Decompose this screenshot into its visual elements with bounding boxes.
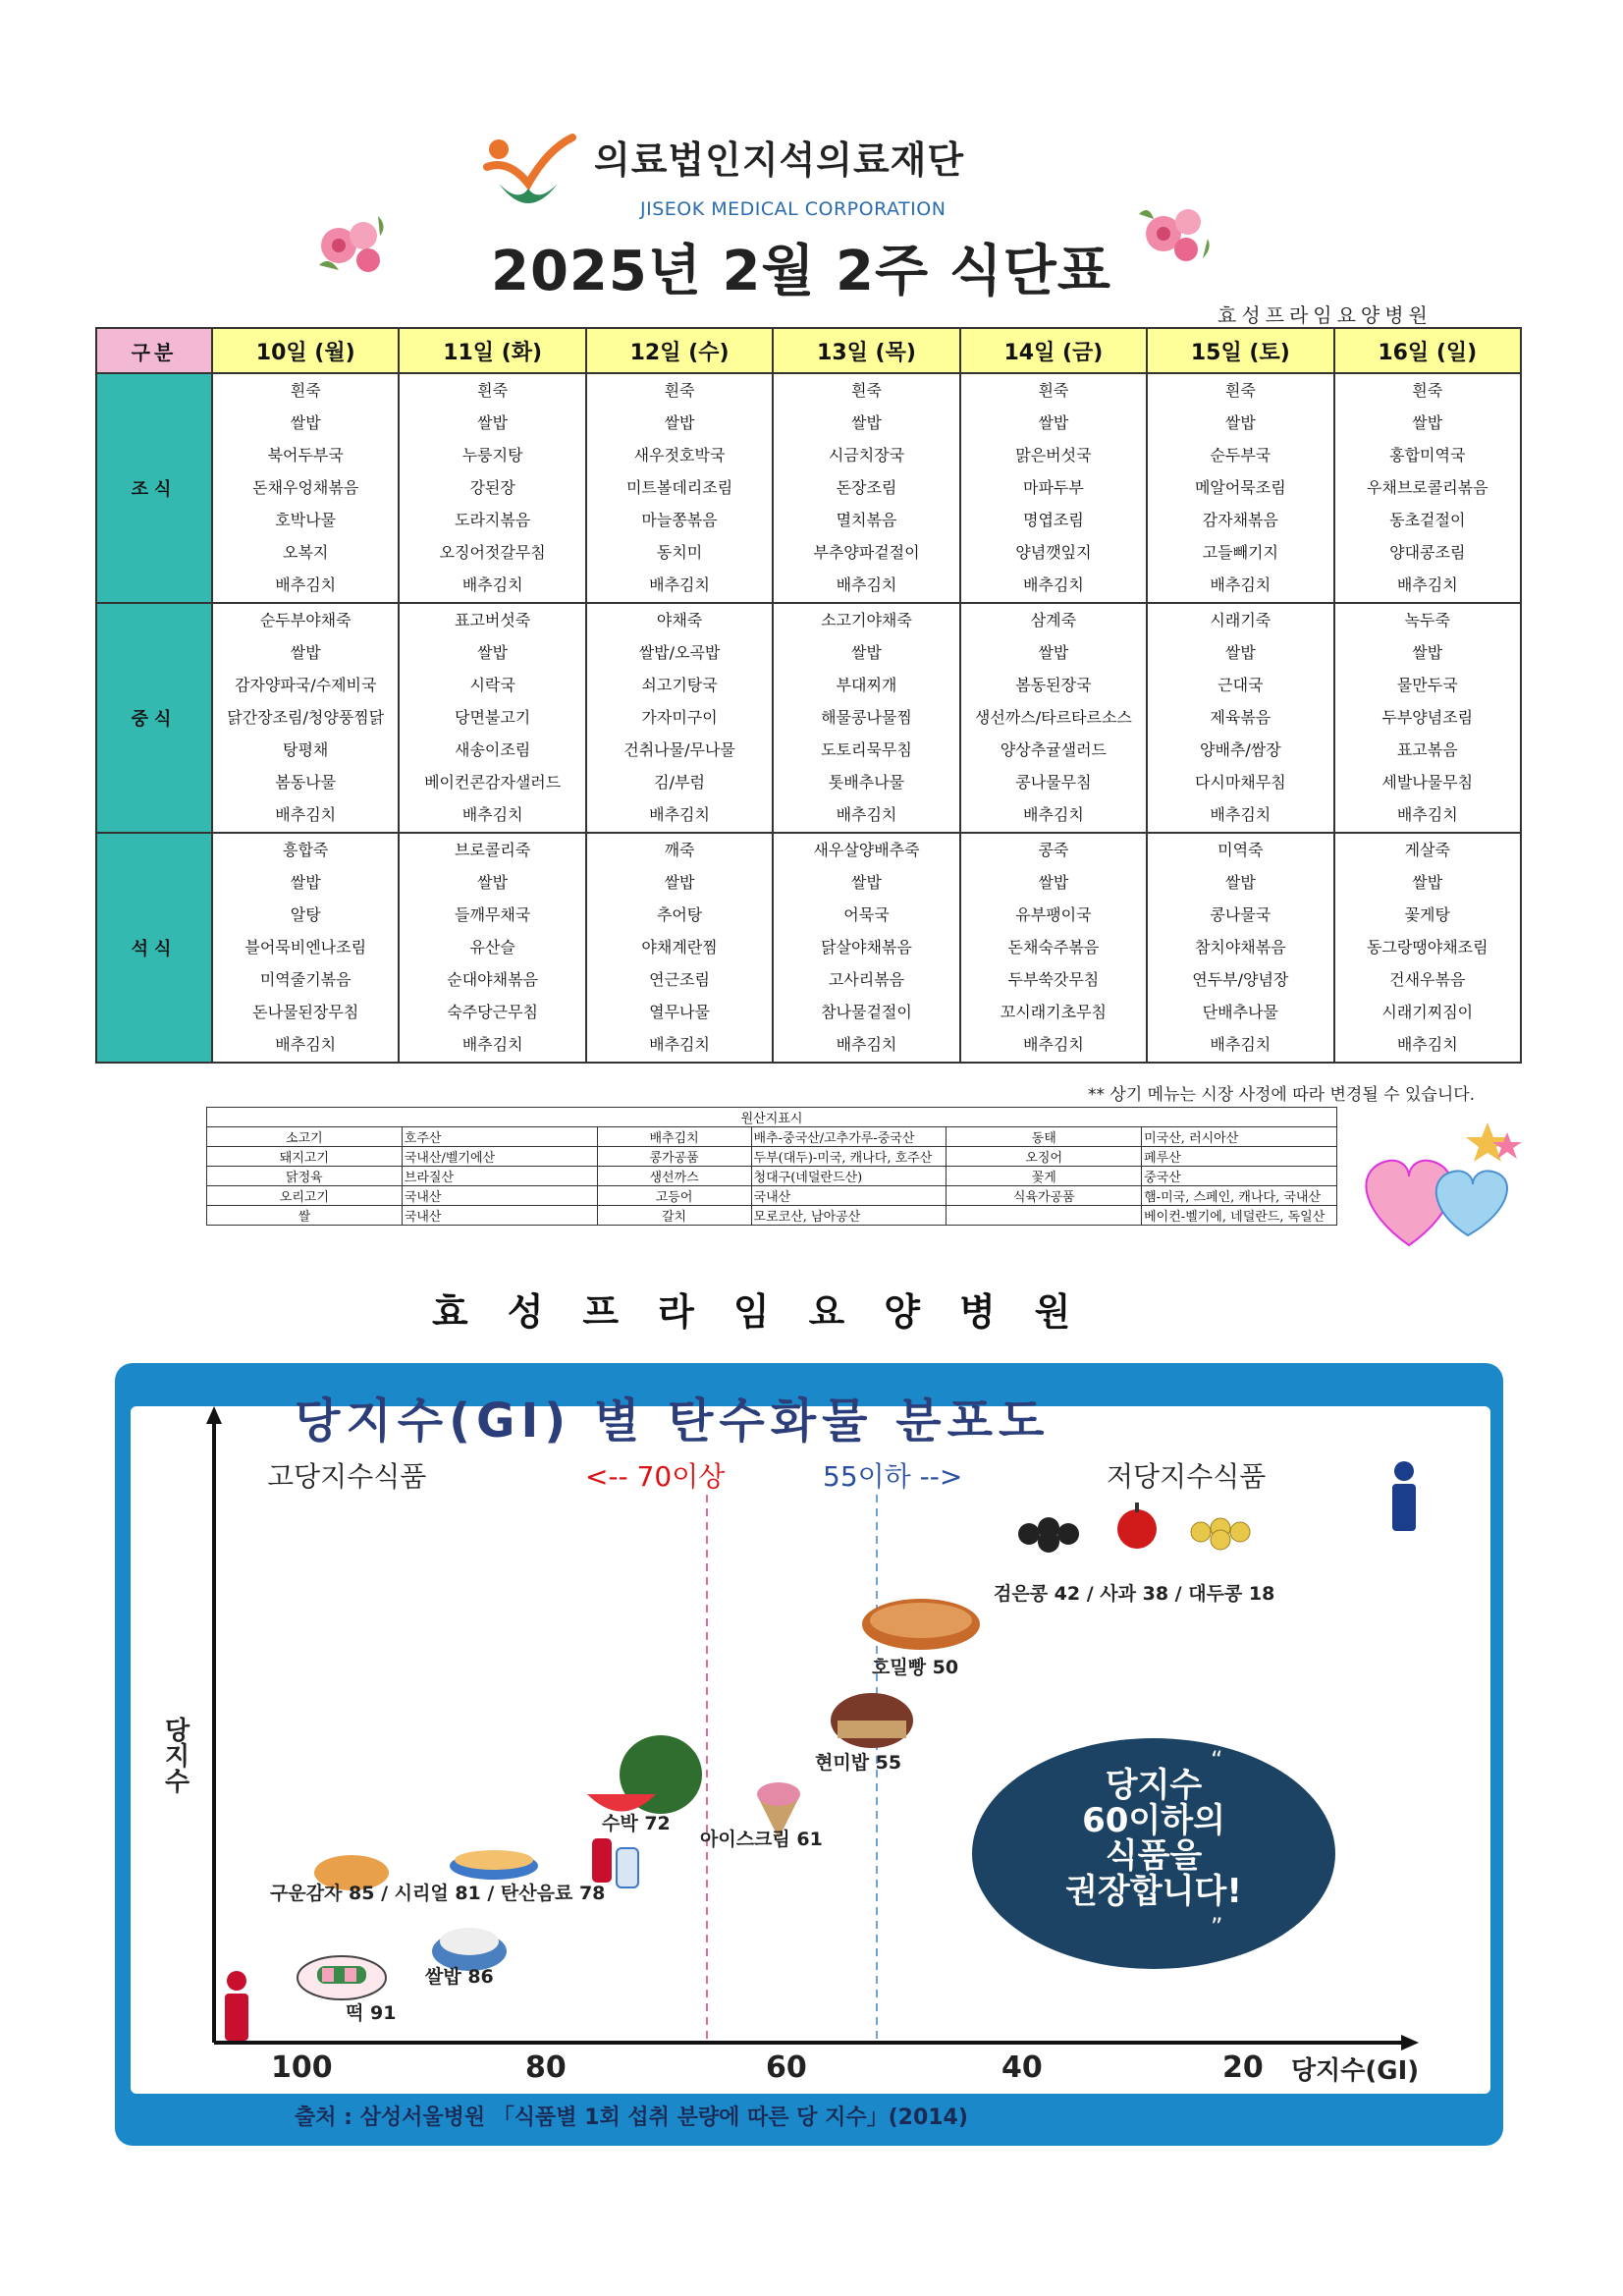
origin-item: 오징어 xyxy=(947,1147,1142,1167)
menu-item: 우채브로콜리볶음 xyxy=(1366,477,1488,497)
menu-item: 쌀밥 xyxy=(477,642,509,662)
menu-item: 닭간장조림/청양풍찜닭 xyxy=(227,707,385,727)
menu-item: 감자양파국/수제비국 xyxy=(234,675,377,694)
menu-cell xyxy=(212,603,399,833)
menu-item: 다시마채무침 xyxy=(1194,773,1286,793)
menu-item: 연두부/양념장 xyxy=(1192,970,1289,990)
origin-item: 쌀 xyxy=(207,1206,403,1226)
y-axis-label: 당지수 xyxy=(160,1717,189,1793)
menu-cell xyxy=(399,373,585,603)
meal-row xyxy=(96,373,1521,603)
food-label: 검은콩 42 / 사과 38 / 대두콩 18 xyxy=(994,1583,1275,1605)
origin-item: 오리고기 xyxy=(207,1186,403,1206)
menu-item: 어묵국 xyxy=(843,904,890,924)
menu-item: 콩나물국 xyxy=(1210,904,1271,924)
org-name-english: JISEOK MEDICAL CORPORATION xyxy=(640,198,947,220)
menu-cell xyxy=(1147,373,1333,603)
menu-header-row xyxy=(96,328,1521,373)
menu-item: 탕평채 xyxy=(283,740,329,760)
menu-item: 순대야채볶음 xyxy=(447,970,538,990)
origin-country: 페루산 xyxy=(1142,1147,1337,1167)
menu-cell xyxy=(399,833,585,1063)
menu-item: 부추양파겉절이 xyxy=(813,543,920,563)
menu-item: 멸치볶음 xyxy=(836,511,897,530)
menu-item: 게살죽 xyxy=(1404,840,1450,859)
day-header: 14일 (금) xyxy=(960,328,1147,373)
menu-cell xyxy=(1334,603,1521,833)
menu-item: 명엽조림 xyxy=(1022,511,1084,530)
menu-item: 배추김치 xyxy=(649,575,710,595)
menu-item: 양념깻잎지 xyxy=(1015,543,1092,563)
menu-item: 배추김치 xyxy=(649,1035,710,1055)
menu-item: 톳배추나물 xyxy=(828,773,905,793)
menu-item: 마늘쫑볶음 xyxy=(641,511,718,530)
callout-text xyxy=(1041,1768,1267,1909)
origin-country: 배추-중국산/고추가루-중국산 xyxy=(751,1127,947,1147)
menu-item: 해물콩나물찜 xyxy=(821,707,912,727)
menu-item: 쌀밥 xyxy=(1038,872,1069,892)
menu-item: 시래기찌짐이 xyxy=(1381,1003,1474,1022)
menu-item: 새송이조림 xyxy=(454,740,531,760)
menu-item: 건취나물/무나물 xyxy=(623,740,735,760)
menu-cell xyxy=(960,833,1147,1063)
menu-item: 삼계죽 xyxy=(1030,610,1077,629)
menu-item: 추어탕 xyxy=(656,904,703,924)
menu-item: 흰죽 xyxy=(1412,380,1443,400)
origin-country: 호주산 xyxy=(402,1127,597,1147)
menu-item: 콩죽 xyxy=(1038,840,1069,859)
menu-item: 브로콜리죽 xyxy=(454,840,531,859)
menu-item: 동그랑땡야채조림 xyxy=(1366,937,1488,957)
menu-corner-label: 구분 xyxy=(96,328,212,373)
menu-item: 흰죽 xyxy=(664,380,695,400)
menu-item: 돈나물된장무침 xyxy=(252,1003,359,1022)
origin-item: 갈치 xyxy=(597,1206,751,1226)
menu-item: 오징어젓갈무침 xyxy=(439,543,546,563)
menu-item: 돈채숙주볶음 xyxy=(1007,937,1100,957)
menu-item: 흰죽 xyxy=(290,380,321,400)
menu-item: 생선까스/타르타르소스 xyxy=(974,707,1132,727)
menu-item: 쌀밥 xyxy=(1412,872,1443,892)
menu-cell xyxy=(586,603,773,833)
org-name: 의료법인지석의료재단 xyxy=(594,138,965,182)
menu-item: 쌀밥 xyxy=(851,642,882,662)
x-tick-label: 60 xyxy=(766,2050,807,2085)
menu-item: 누룽지탕 xyxy=(461,445,523,465)
menu-item: 제육볶음 xyxy=(1210,707,1271,727)
menu-item: 배추김치 xyxy=(1210,805,1271,825)
menu-cell xyxy=(586,833,773,1063)
origin-row xyxy=(207,1147,1337,1167)
menu-item: 배추김치 xyxy=(649,805,710,825)
origin-country: 미국산, 러시아산 xyxy=(1142,1127,1337,1147)
high-gi-label: 고당지수식품 xyxy=(267,1460,427,1493)
menu-item: 흰죽 xyxy=(1038,380,1069,400)
menu-item: 배추김치 xyxy=(461,575,523,595)
menu-item: 동초겉절이 xyxy=(1389,511,1466,530)
menu-item: 순두부국 xyxy=(1210,445,1271,465)
menu-cell xyxy=(960,373,1147,603)
menu-item: 꼬시래기초무침 xyxy=(1000,1003,1107,1022)
origin-country: 국내산/벨기에산 xyxy=(402,1147,597,1167)
menu-item: 양배추/쌈장 xyxy=(1199,740,1281,760)
day-header: 16일 (일) xyxy=(1334,328,1521,373)
menu-cell xyxy=(1147,603,1333,833)
menu-item: 배추김치 xyxy=(275,805,337,825)
menu-cell xyxy=(1147,833,1333,1063)
origin-country: 국내산 xyxy=(402,1186,597,1206)
x-tick-label: 100 xyxy=(271,2050,333,2085)
origin-row xyxy=(207,1127,1337,1147)
origin-country: 국내산 xyxy=(751,1186,947,1206)
x-tick-label: 40 xyxy=(1001,2050,1043,2085)
origin-country: 브라질산 xyxy=(402,1167,597,1186)
origin-row xyxy=(207,1167,1337,1186)
menu-item: 배추김치 xyxy=(1210,1035,1271,1055)
x-tick-label: 80 xyxy=(525,2050,567,2085)
menu-item: 메알어묵조림 xyxy=(1194,477,1286,497)
menu-item: 가자미구이 xyxy=(641,707,718,727)
menu-item: 배추김치 xyxy=(461,805,523,825)
gi-poster-title: 당지수(GI) 별 탄수화물 분포도 xyxy=(295,1394,1051,1449)
gi-axes xyxy=(131,1406,1490,2094)
day-header: 11일 (화) xyxy=(399,328,585,373)
menu-item: 쌀밥 xyxy=(290,642,321,662)
meal-row xyxy=(96,833,1521,1063)
origin-item: 고등어 xyxy=(597,1186,751,1206)
menu-item: 새우젓호박국 xyxy=(633,445,726,465)
menu-item: 단배추나물 xyxy=(1202,1003,1278,1022)
food-label: 떡 91 xyxy=(346,2002,397,2024)
menu-item: 배추김치 xyxy=(1022,805,1084,825)
menu-item: 배추김치 xyxy=(1396,1035,1458,1055)
menu-item: 도라지볶음 xyxy=(454,511,531,530)
menu-item: 고들빼기지 xyxy=(1202,543,1278,563)
menu-item: 돈장조림 xyxy=(836,477,897,497)
menu-item: 쌀밥 xyxy=(290,872,321,892)
menu-cell xyxy=(773,833,959,1063)
menu-cell xyxy=(773,373,959,603)
menu-item: 미역죽 xyxy=(1217,840,1264,859)
menu-title: 2025년 2월 2주 식단표 xyxy=(491,240,1111,303)
menu-item: 부대찌개 xyxy=(836,675,897,694)
menu-item: 시래기죽 xyxy=(1210,610,1271,629)
origin-item: 꽃게 xyxy=(947,1167,1142,1186)
flower-decoration-icon xyxy=(309,196,398,285)
menu-item: 연근조림 xyxy=(649,970,710,990)
origin-country: 두부(대두)-미국, 캐나다, 호주산 xyxy=(751,1147,947,1167)
food-label: 구운감자 85 / 시리얼 81 / 탄산음료 78 xyxy=(270,1883,606,1904)
menu-item: 동치미 xyxy=(656,543,703,563)
origin-item: 식육가공품 xyxy=(947,1186,1142,1206)
menu-item: 쌀밥 xyxy=(1412,642,1443,662)
meal-label: 조식 xyxy=(96,373,212,603)
food-label: 현미밥 55 xyxy=(815,1752,902,1774)
menu-item: 소고기야채죽 xyxy=(821,610,912,629)
menu-change-note: ** 상기 메뉴는 시장 사정에 따라 변경될 수 있습니다. xyxy=(1088,1085,1476,1105)
menu-item: 배추김치 xyxy=(275,575,337,595)
origin-table xyxy=(206,1107,1337,1226)
menu-item: 물만두국 xyxy=(1396,675,1458,694)
quote-open-icon: “ xyxy=(1211,1746,1223,1774)
menu-item: 새우살양배추죽 xyxy=(813,840,920,859)
low-gi-label: 저당지수식품 xyxy=(1107,1460,1267,1493)
menu-item: 봄동된장국 xyxy=(1015,675,1092,694)
menu-item: 쌀밥 xyxy=(1038,642,1069,662)
menu-item: 야채계란찜 xyxy=(641,937,718,957)
menu-item: 맑은버섯국 xyxy=(1015,445,1092,465)
quote-close-icon: ” xyxy=(1211,1913,1223,1941)
food-label: 호밀빵 50 xyxy=(872,1657,959,1678)
gi-source-citation: 출처 : 삼성서울병원 「식품별 1회 섭취 분량에 따른 당 지수」(2014) xyxy=(295,2105,968,2130)
day-header: 12일 (수) xyxy=(586,328,773,373)
menu-item: 흰죽 xyxy=(477,380,509,400)
high-gi-range: <-- 70이상 xyxy=(585,1460,726,1493)
x-tick-label: 20 xyxy=(1222,2050,1264,2085)
menu-item: 블어묵비엔나조림 xyxy=(244,937,367,957)
menu-item: 베이컨콘감자샐러드 xyxy=(424,773,562,793)
menu-item: 배추김치 xyxy=(1022,1035,1084,1055)
origin-item: 돼지고기 xyxy=(207,1147,403,1167)
menu-item: 녹두죽 xyxy=(1404,610,1450,629)
menu-item: 배추김치 xyxy=(836,805,897,825)
origin-country: 모로코산, 남아공산 xyxy=(751,1206,947,1226)
day-header: 13일 (목) xyxy=(773,328,959,373)
menu-item: 표고버섯죽 xyxy=(454,610,531,629)
origin-item: 배추김치 xyxy=(597,1127,751,1147)
menu-item: 시금치장국 xyxy=(828,445,905,465)
flower-decoration-icon xyxy=(1129,185,1217,273)
menu-item: 두부쑥갓무침 xyxy=(1007,970,1100,990)
menu-item: 두부양념조림 xyxy=(1381,707,1474,727)
day-header: 15일 (토) xyxy=(1147,328,1333,373)
menu-item: 강된장 xyxy=(469,477,515,497)
menu-item: 배추김치 xyxy=(836,1035,897,1055)
origin-row xyxy=(207,1206,1337,1226)
menu-item: 쌀밥/오곡밥 xyxy=(638,642,721,662)
menu-item: 유부팽이국 xyxy=(1015,904,1092,924)
hospital-name-large: 효성프라임요양병원 xyxy=(432,1290,1110,1334)
menu-item: 호박나물 xyxy=(275,511,337,530)
menu-item: 배추김치 xyxy=(1396,805,1458,825)
menu-item: 쌀밥 xyxy=(851,872,882,892)
menu-item: 야채죽 xyxy=(656,610,703,629)
menu-item: 배추김치 xyxy=(275,1035,337,1055)
menu-cell xyxy=(1334,373,1521,603)
origin-country: 국내산 xyxy=(402,1206,597,1226)
menu-item: 김/부럼 xyxy=(654,773,705,793)
menu-item: 쌀밥 xyxy=(664,412,695,432)
origin-country: 중국산 xyxy=(1142,1167,1337,1186)
menu-item: 닭살야채볶음 xyxy=(821,937,912,957)
callout-line: 60이하의 xyxy=(1082,1801,1225,1840)
callout-line: 당지수 xyxy=(1105,1766,1203,1805)
menu-item: 쌀밥 xyxy=(477,412,509,432)
menu-item: 돈채우엉채볶음 xyxy=(252,477,359,497)
menu-item: 마파두부 xyxy=(1022,477,1084,497)
menu-cell xyxy=(773,603,959,833)
menu-item: 쇠고기탕국 xyxy=(641,675,718,694)
menu-cell xyxy=(212,373,399,603)
callout-line: 식품을 xyxy=(1105,1836,1203,1876)
menu-item: 흰죽 xyxy=(1224,380,1256,400)
callout-line: 권장합니다! xyxy=(1065,1872,1242,1911)
hospital-name-small: 효성프라임요양병원 xyxy=(1217,303,1433,327)
origin-item: 닭정육 xyxy=(207,1167,403,1186)
weekly-menu-table xyxy=(95,327,1522,1064)
menu-item: 알탕 xyxy=(290,904,321,924)
origin-item: 콩가공품 xyxy=(597,1147,751,1167)
menu-item: 배추김치 xyxy=(1396,575,1458,595)
menu-item: 양상추귤샐러드 xyxy=(1000,740,1107,760)
menu-item: 미트볼데리조림 xyxy=(625,477,733,497)
menu-item: 배추김치 xyxy=(1210,575,1271,595)
menu-item: 쌀밥 xyxy=(290,412,321,432)
menu-item: 참나물겉절이 xyxy=(821,1003,912,1022)
meal-row xyxy=(96,603,1521,833)
menu-item: 세발나물무침 xyxy=(1381,773,1474,793)
menu-item: 양대콩조림 xyxy=(1389,543,1466,563)
food-label: 쌀밥 86 xyxy=(425,1966,494,1988)
origin-country: 베이컨-벨기에, 네덜란드, 독일산 xyxy=(1142,1206,1337,1226)
food-label: 수박 72 xyxy=(602,1813,671,1834)
menu-item: 고사리볶음 xyxy=(828,970,905,990)
menu-item: 숙주당근무침 xyxy=(447,1003,538,1022)
menu-item: 표고볶음 xyxy=(1396,740,1458,760)
menu-item: 감자채볶음 xyxy=(1202,511,1278,530)
x-axis-label: 당지수(GI) xyxy=(1291,2056,1420,2086)
origin-country: 햄-미국, 스페인, 캐나다, 국내산 xyxy=(1142,1186,1337,1206)
menu-item: 홍합미역국 xyxy=(1389,445,1466,465)
day-header: 10일 (월) xyxy=(212,328,399,373)
menu-item: 배추김치 xyxy=(836,575,897,595)
menu-item: 쌀밥 xyxy=(664,872,695,892)
menu-item: 건새우볶음 xyxy=(1389,970,1466,990)
menu-item: 시락국 xyxy=(469,675,515,694)
menu-item: 근대국 xyxy=(1217,675,1264,694)
menu-item: 들깨무채국 xyxy=(454,904,531,924)
menu-item: 쌀밥 xyxy=(1412,412,1443,432)
origin-item xyxy=(947,1206,1142,1226)
meal-label: 중식 xyxy=(96,603,212,833)
origin-body xyxy=(207,1127,1337,1226)
hearts-decoration-icon xyxy=(1350,1118,1527,1255)
menu-item: 콩나물무침 xyxy=(1015,773,1092,793)
menu-cell xyxy=(960,603,1147,833)
menu-item: 흰죽 xyxy=(851,380,882,400)
menu-cell xyxy=(586,373,773,603)
menu-item: 깨죽 xyxy=(664,840,695,859)
origin-country: 청대구(네덜란드산) xyxy=(751,1167,947,1186)
menu-item: 미역줄기볶음 xyxy=(259,970,352,990)
menu-item: 당면불고기 xyxy=(454,707,531,727)
origin-item: 동태 xyxy=(947,1127,1142,1147)
food-label: 아이스크림 61 xyxy=(700,1829,823,1850)
menu-item: 열무나물 xyxy=(649,1003,710,1022)
origin-row xyxy=(207,1186,1337,1206)
menu-item: 쌀밥 xyxy=(1224,872,1256,892)
menu-cell xyxy=(399,603,585,833)
menu-item: 흥합죽 xyxy=(283,840,329,859)
menu-item: 배추김치 xyxy=(1022,575,1084,595)
origin-item: 소고기 xyxy=(207,1127,403,1147)
origin-table-title: 원산지표시 xyxy=(207,1108,1337,1127)
menu-cell xyxy=(1334,833,1521,1063)
menu-item: 쌀밥 xyxy=(1224,412,1256,432)
menu-item: 쌀밥 xyxy=(851,412,882,432)
menu-item: 오복지 xyxy=(283,543,329,563)
low-gi-range: 55이하 --> xyxy=(823,1460,963,1493)
menu-item: 꽃게탕 xyxy=(1404,904,1450,924)
menu-item: 유산슬 xyxy=(469,937,515,957)
menu-item: 도토리묵무침 xyxy=(821,740,912,760)
menu-item: 배추김치 xyxy=(461,1035,523,1055)
menu-item: 참치야채볶음 xyxy=(1194,937,1286,957)
menu-item: 쌀밥 xyxy=(1038,412,1069,432)
meal-label: 석식 xyxy=(96,833,212,1063)
menu-item: 쌀밥 xyxy=(1224,642,1256,662)
menu-item: 북어두부국 xyxy=(267,445,344,465)
menu-cell xyxy=(212,833,399,1063)
menu-item: 순두부야채죽 xyxy=(259,610,352,629)
menu-body xyxy=(96,373,1521,1063)
menu-item: 봄동나물 xyxy=(275,773,337,793)
origin-item: 생선까스 xyxy=(597,1167,751,1186)
jiseok-logo xyxy=(479,130,577,218)
menu-item: 쌀밥 xyxy=(477,872,509,892)
